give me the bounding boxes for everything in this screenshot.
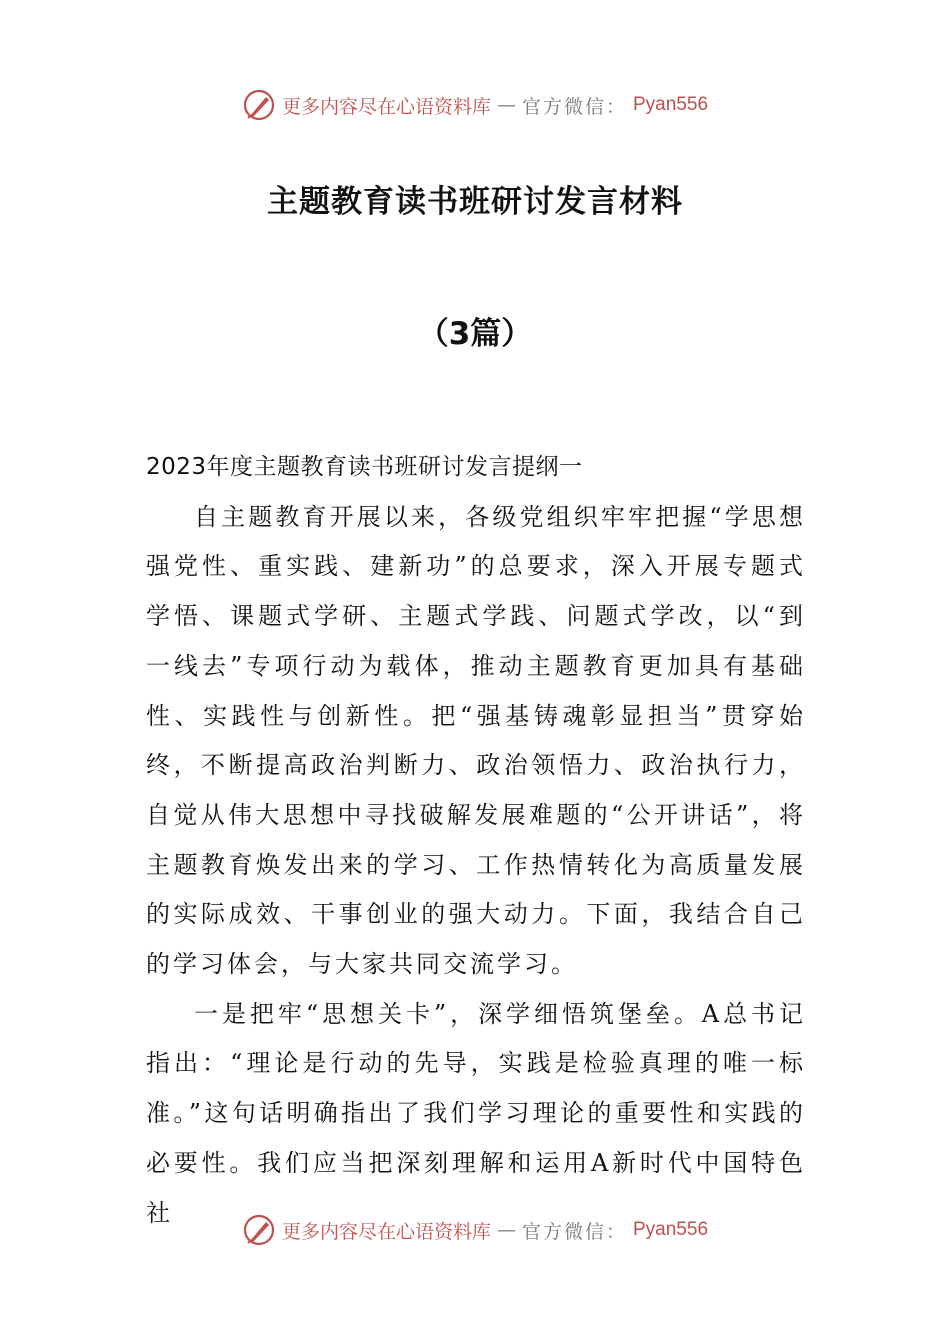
watermark-account: Pyan556 [633, 94, 709, 115]
document-body [146, 443, 806, 1238]
watermark-brand: 更多内容尽在心语资料库 [281, 95, 491, 118]
watermark-dash: — [496, 94, 516, 116]
watermark-dash: — [496, 1219, 516, 1241]
watermark-brand: 更多内容尽在心语资料库 [281, 1220, 491, 1243]
header-watermark [0, 88, 950, 122]
watermark-account: Pyan556 [633, 1219, 709, 1240]
watermark-wechat-label: 官方微信： [521, 95, 627, 118]
document-subtitle: （3篇） [417, 316, 533, 352]
quill-pen-logo-icon [242, 1213, 276, 1247]
footer-watermark [0, 1213, 950, 1247]
watermark-wechat-label: 官方微信： [521, 1220, 627, 1243]
body-paragraph: 一是把牢“思想关卡”，深学细悟筑堡垒。A总书记指出：“理论是行动的先导，实践是检验真理的唯一标准。”这句话明确指出了我们学习理论的重要性和实践的必要性。我们应当把深刻理解和运用A新时代中国特色社 [146, 999, 806, 1227]
document-title: 主题教育读书班研讨发言材料 [267, 184, 683, 220]
quill-pen-logo-icon [242, 88, 276, 122]
section-heading: 2023年度主题教育读书班研讨发言提纲一 [146, 454, 583, 480]
body-paragraph: 自主题教育开展以来，各级党组织牢牢把握“学思想强党性、重实践、建新功”的总要求，深入开展专题式学悟、课题式学研、主题式学践、问题式学改，以“到一线去”专项行动为载体，推动主题教育更加具有基础性、实践性与创新性。把“强基铸魂彰显担当”贯穿始终，不断提高政治判断力、政治领悟力、政治执行力，自觉从伟大思想中寻找破解发展难题的“公开讲话”，将主题教育焕发出来的学习、工作热情转化为高质量发展的实际成效、干事创业的强大动力。下面，我结合自己的学习体会，与大家共同交流学习。 [146, 502, 806, 979]
